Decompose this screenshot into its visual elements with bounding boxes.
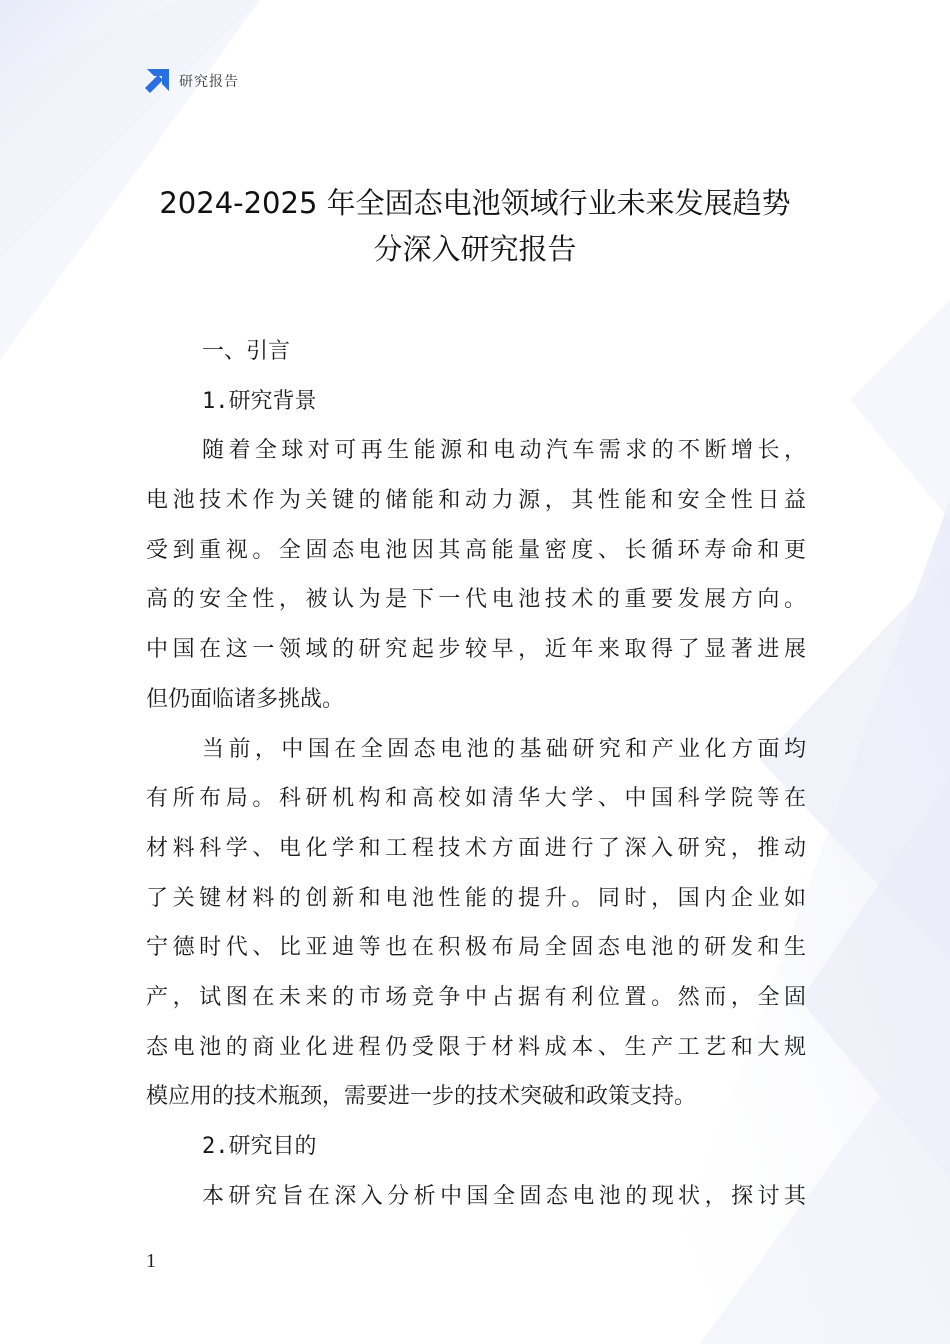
paragraph-line: 宁德时代、比亚迪等也在积极布局全固态电池的研发和生 <box>146 935 806 961</box>
paragraph-line: 但仍面临诸多挑战。 <box>146 686 345 712</box>
arrow-up-right-icon <box>143 67 171 95</box>
title-line-1: 2024-2025 年全固态电池领域行业未来发展趋势 <box>159 186 791 220</box>
document-body <box>146 327 806 1221</box>
paragraph-line: 模应用的技术瓶颈，需要进一步的技术突破和政策支持。 <box>146 1084 697 1110</box>
brand-label: 研究报告 <box>179 74 239 90</box>
title-line-2: 分深入研究报告 <box>373 232 577 266</box>
page-number: 1 <box>146 1250 156 1272</box>
subsection-heading: 2.研究目的 <box>202 1134 317 1159</box>
paragraph-line: 有所布局。科研机构和高校如清华大学、中国科学院等在 <box>146 786 806 812</box>
paragraph-line: 材料科学、电化学和工程技术方面进行了深入研究，推动 <box>146 835 806 861</box>
document-title <box>120 180 830 272</box>
subsection-heading: 1.研究背景 <box>202 388 317 414</box>
paragraph-line: 随着全球对可再生能源和电动汽车需求的不断增长， <box>202 438 806 464</box>
paragraph-line: 当前，中国在全固态电池的基础研究和产业化方面均 <box>202 736 806 762</box>
paragraph-line: 了关键材料的创新和电池性能的提升。同时，国内企业如 <box>146 885 806 911</box>
paragraph-line: 电池技术作为关键的储能和动力源，其性能和安全性日益 <box>146 488 806 514</box>
section-heading: 一、引言 <box>202 339 291 364</box>
paragraph-line: 态电池的商业化进程仍受限于材料成本、生产工艺和大规 <box>146 1034 806 1060</box>
paragraph-line: 产，试图在未来的市场竞争中占据有利位置。然而，全固 <box>146 984 806 1010</box>
paragraph-line: 受到重视。全固态电池因其高能量密度、长循环寿命和更 <box>146 537 806 563</box>
paragraph-line: 本研究旨在深入分析中国全固态电池的现状，探讨其 <box>202 1183 806 1209</box>
paragraph-line: 高的安全性，被认为是下一代电池技术的重要发展方向。 <box>146 587 806 613</box>
paragraph-line: 中国在这一领域的研究起步较早，近年来取得了显著进展 <box>146 637 806 663</box>
brand-header <box>143 67 239 95</box>
